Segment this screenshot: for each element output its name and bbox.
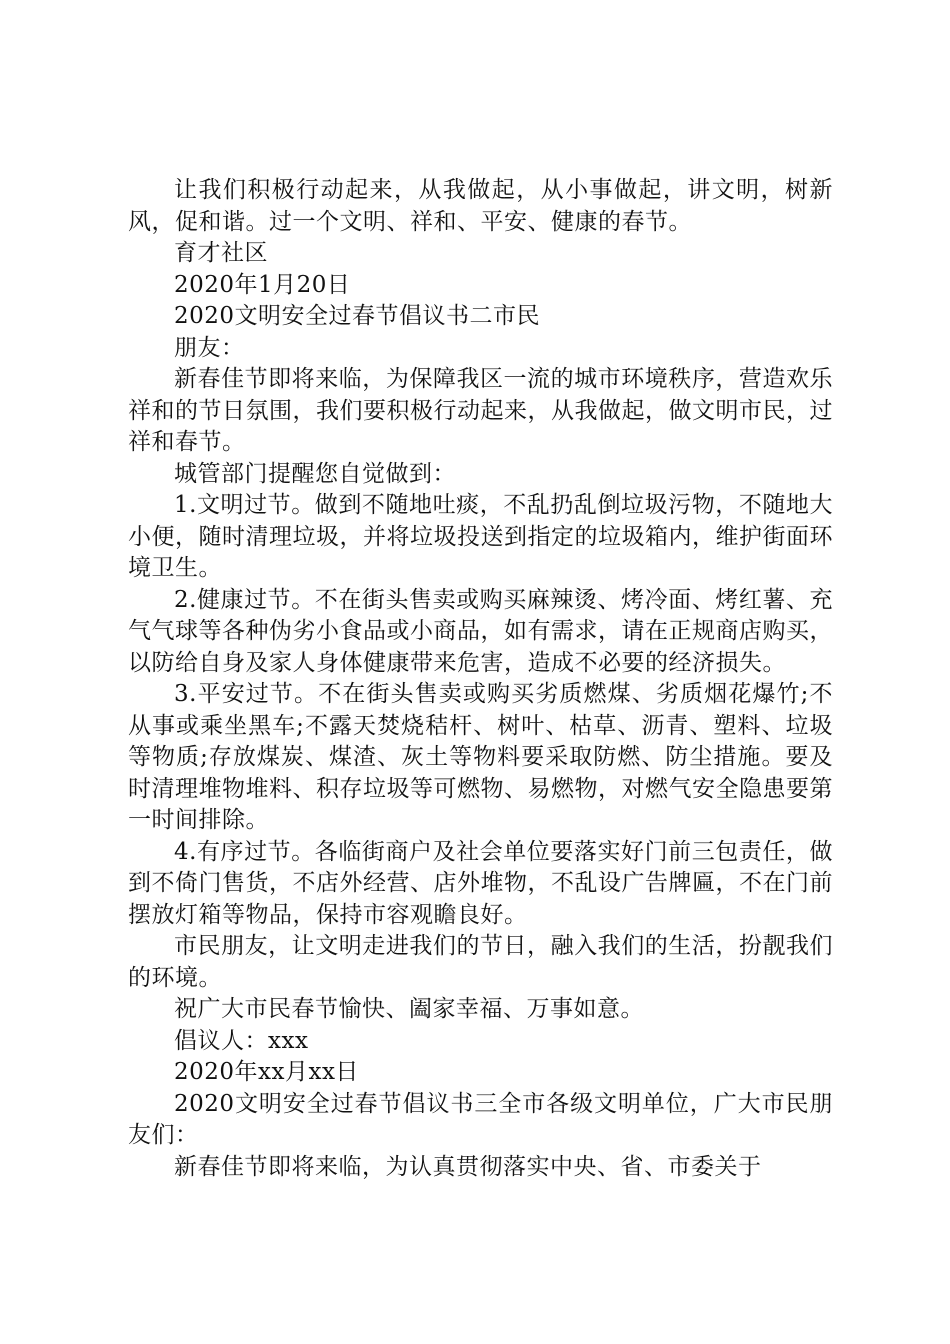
signature-date-2: 2020年xx月xx日	[174, 1059, 359, 1085]
paragraph-appeal: 市民朋友，让文明走进我们的节日，融入我们的生活，扮靓我们的环境。	[128, 933, 833, 991]
signature-community: 育才社区	[174, 240, 268, 266]
paragraph-intro-3: 新春佳节即将来临，为认真贯彻落实中央、省、市委关于	[174, 1153, 762, 1180]
document-body	[128, 175, 833, 1183]
paragraph-closing-appeal: 让我们积极行动起来，从我做起，从小事做起，讲文明，树新风，促和谐。过一个文明、祥和、平安、健康的春节。	[128, 177, 833, 235]
list-item-3: 3.平安过节。不在街头售卖或购买劣质燃煤、劣质烟花爆竹;不从事或乘坐黑车;不露天焚烧秸杆、树叶、枯草、沥青、塑料、垃圾等物质;存放煤炭、煤渣、灰土等物料要采取防燃、防尘措施。要及时清理堆物堆料、积存垃圾等可燃物、易燃物，对燃气安全隐患要第一时间排除。	[128, 681, 833, 833]
section-heading-two: 2020文明安全过春节倡议书二市民	[174, 303, 541, 329]
paragraph-wishes: 祝广大市民春节愉快、阖家幸福、万事如意。	[174, 996, 644, 1022]
signature-date: 2020年1月20日	[174, 271, 351, 298]
paragraph-intro: 新春佳节即将来临，为保障我区一流的城市环境秩序，营造欢乐祥和的节日氛围，我们要积极行动起来，从我做起，做文明市民，过祥和春节。	[128, 366, 833, 455]
paragraph-reminder: 城管部门提醒您自觉做到：	[174, 460, 456, 487]
salutation: 朋友：	[174, 334, 245, 361]
list-item-1: 1.文明过节。做到不随地吐痰，不乱扔乱倒垃圾污物，不随地大小便，随时清理垃圾，并将垃圾投送到指定的垃圾箱内，维护街面环境卫生。	[128, 492, 833, 581]
section-heading-three: 2020文明安全过春节倡议书三全市各级文明单位，广大市民朋友们：	[128, 1090, 833, 1148]
signature-initiator: 倡议人：xxx	[174, 1027, 309, 1054]
list-item-2: 2.健康过节。不在街头售卖或购买麻辣烫、烤冷面、烤红薯、充气气球等各种伪劣小食品或小商品，如有需求，请在正规商店购买，以防给自身及家人身体健康带来危害，造成不必要的经济损失。	[128, 586, 833, 676]
list-item-4: 4.有序过节。各临街商户及社会单位要落实好门前三包责任，做到不倚门售货，不店外经营、店外堆物，不乱设广告牌匾，不在门前摆放灯箱等物品，保持市容观瞻良好。	[128, 838, 833, 928]
